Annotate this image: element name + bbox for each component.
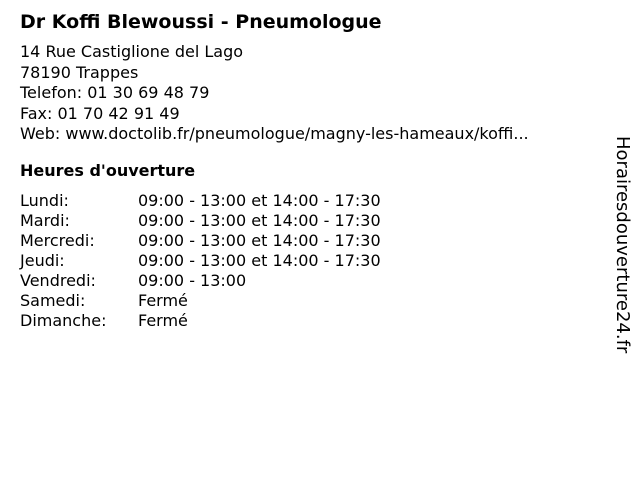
- day-label: Jeudi:: [20, 250, 65, 270]
- day-label: Lundi:: [20, 190, 69, 210]
- fax-number: Fax: 01 70 42 91 49: [20, 103, 180, 123]
- hours-row-mardi: [20, 211, 605, 231]
- hours-row-samedi: [20, 291, 605, 311]
- day-label: Vendredi:: [20, 270, 96, 290]
- day-hours: Fermé: [138, 310, 188, 330]
- day-label: Mercredi:: [20, 230, 95, 250]
- day-hours: 09:00 - 13:00 et 14:00 - 17:30: [138, 250, 381, 270]
- day-hours: Fermé: [138, 290, 188, 310]
- day-hours: 09:00 - 13:00 et 14:00 - 17:30: [138, 210, 381, 230]
- hours-row-dimanche: [20, 311, 605, 331]
- day-label: Dimanche:: [20, 310, 107, 330]
- day-hours: 09:00 - 13:00 et 14:00 - 17:30: [138, 230, 381, 250]
- phone-number: Telefon: 01 30 69 48 79: [20, 83, 210, 102]
- day-label: Mardi:: [20, 210, 70, 230]
- hours-row-lundi: [20, 191, 605, 211]
- hours-row-jeudi: [20, 251, 605, 271]
- business-name: Dr Koffi Blewoussi - Pneumologue: [20, 11, 382, 33]
- day-hours: 09:00 - 13:00 et 14:00 - 17:30: [138, 190, 381, 210]
- street-address: 14 Rue Castiglione del Lago: [20, 42, 244, 61]
- website-link[interactable]: Web: www.doctolib.fr/pneumologue/magny-les-hameaux/koffi...: [20, 124, 529, 143]
- day-label: Samedi:: [20, 290, 86, 310]
- opening-hours-heading: Heures d'ouverture: [20, 160, 196, 180]
- opening-hours-table: [20, 191, 605, 331]
- day-hours: 09:00 - 13:00: [138, 270, 247, 290]
- site-brand-watermark: Horairesdouverture24.fr: [612, 136, 633, 354]
- postal-city: 78190 Trappes: [20, 62, 139, 82]
- address-block: [20, 42, 605, 145]
- hours-row-vendredi: [20, 271, 605, 291]
- business-card: [20, 10, 605, 331]
- hours-row-mercredi: [20, 231, 605, 251]
